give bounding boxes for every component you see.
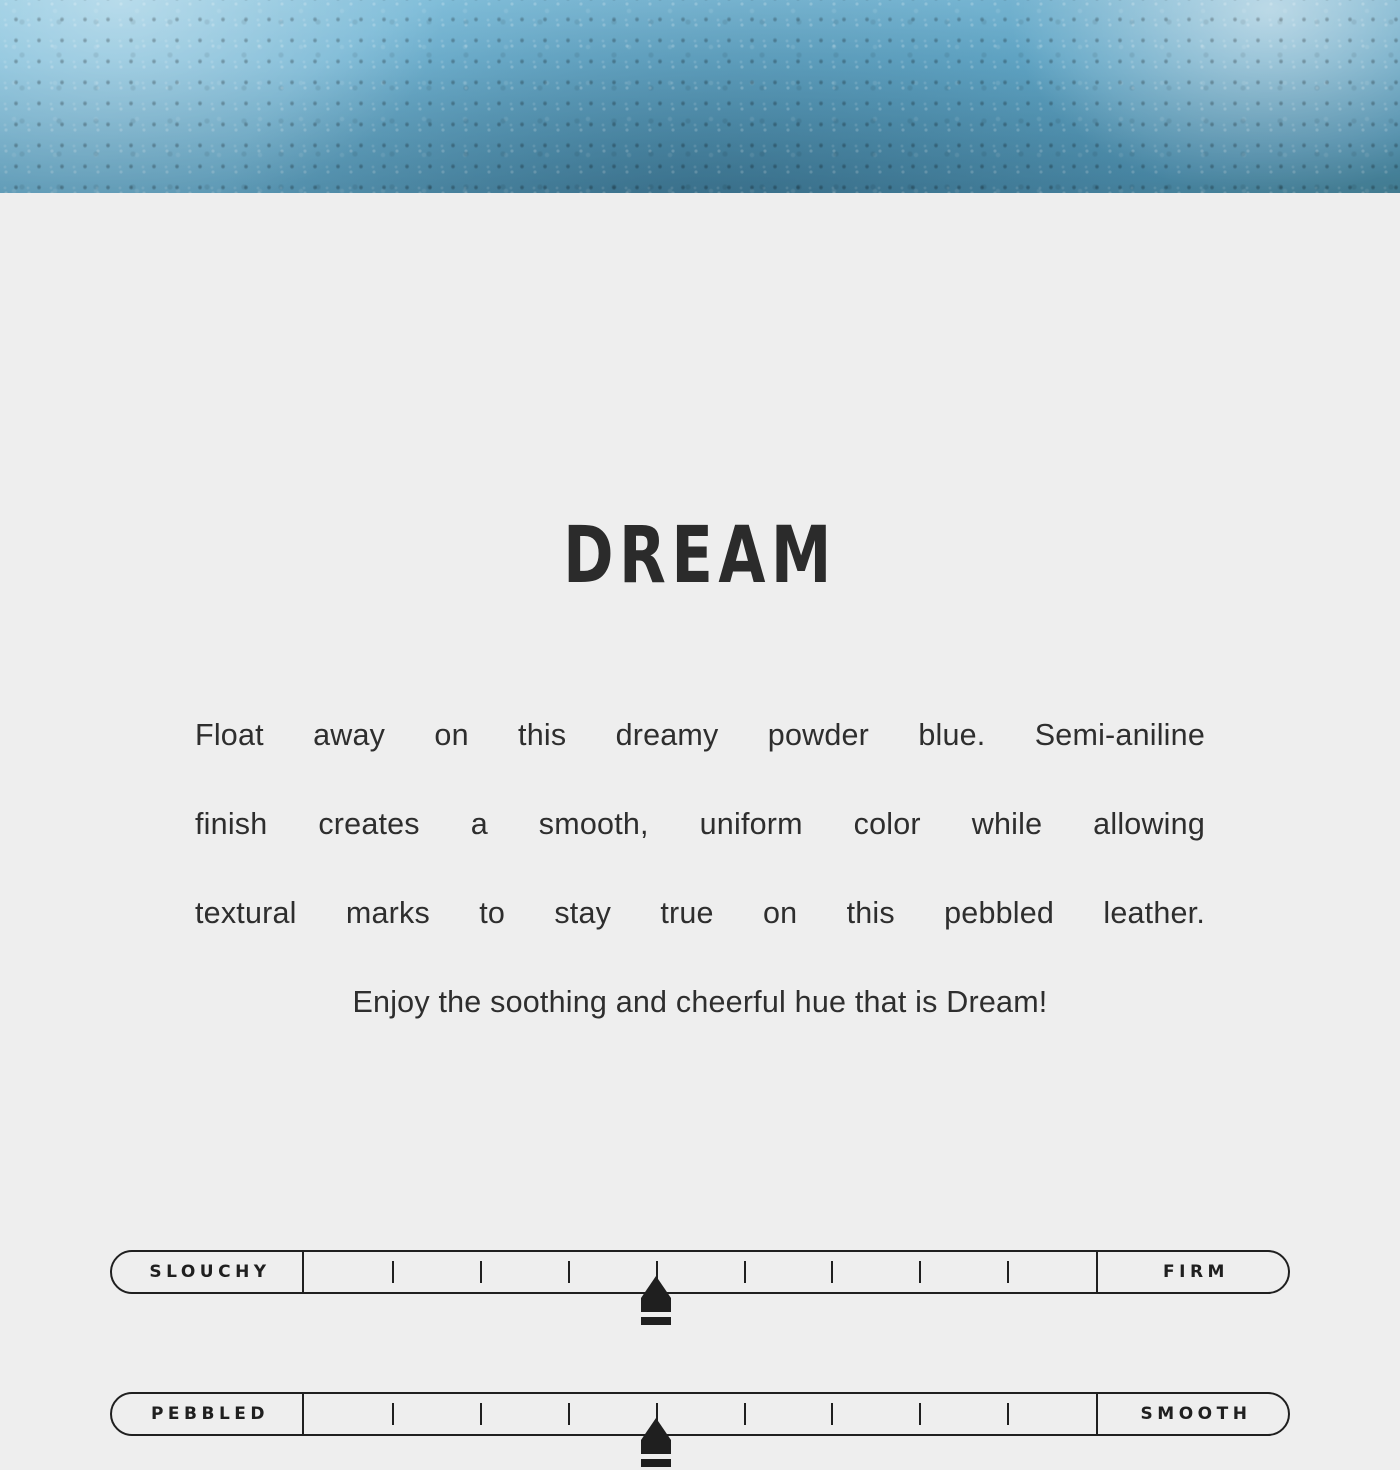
firmness-scale <box>110 1250 1290 1294</box>
texture-scale <box>110 1392 1290 1436</box>
scale-tick <box>568 1261 570 1283</box>
leather-swatch-shading <box>0 0 1400 193</box>
scale-tick <box>392 1261 394 1283</box>
description-line-4: Enjoy the soothing and cheerful hue that is Dream! <box>352 985 1048 1019</box>
firmness-scale-marker[interactable] <box>633 1256 679 1328</box>
texture-scale-marker[interactable] <box>633 1398 679 1470</box>
scale-tick <box>568 1403 570 1425</box>
page-title: DREAM <box>563 511 837 601</box>
card-content <box>0 193 1400 1424</box>
texture-scale-right-label: SMOOTH <box>1096 1394 1288 1434</box>
scale-tick <box>919 1403 921 1425</box>
description-line-3: textural marks to stay true on this pebbled leather. <box>195 896 1205 930</box>
firmness-scale-left-label: SLOUCHY <box>112 1252 304 1292</box>
scale-tick <box>480 1261 482 1283</box>
scale-tick <box>1007 1403 1009 1425</box>
scale-tick <box>744 1261 746 1283</box>
scale-tick <box>480 1403 482 1425</box>
scale-tick <box>744 1403 746 1425</box>
scale-tick <box>831 1261 833 1283</box>
description-line-1: Float away on this dreamy powder blue. Semi-aniline <box>195 718 1205 752</box>
leather-swatch-image <box>0 0 1400 193</box>
texture-scale-left-label: PEBBLED <box>112 1394 304 1434</box>
description-text <box>195 691 1205 1047</box>
scale-tick <box>831 1403 833 1425</box>
scale-tick <box>392 1403 394 1425</box>
scale-tick <box>1007 1261 1009 1283</box>
firmness-scale-right-label: FIRM <box>1096 1252 1288 1292</box>
scale-tick <box>919 1261 921 1283</box>
description-line-2: finish creates a smooth, uniform color while allowing <box>195 807 1205 841</box>
firmness-scale-ticks <box>304 1252 1096 1292</box>
texture-scale-ticks <box>304 1394 1096 1434</box>
